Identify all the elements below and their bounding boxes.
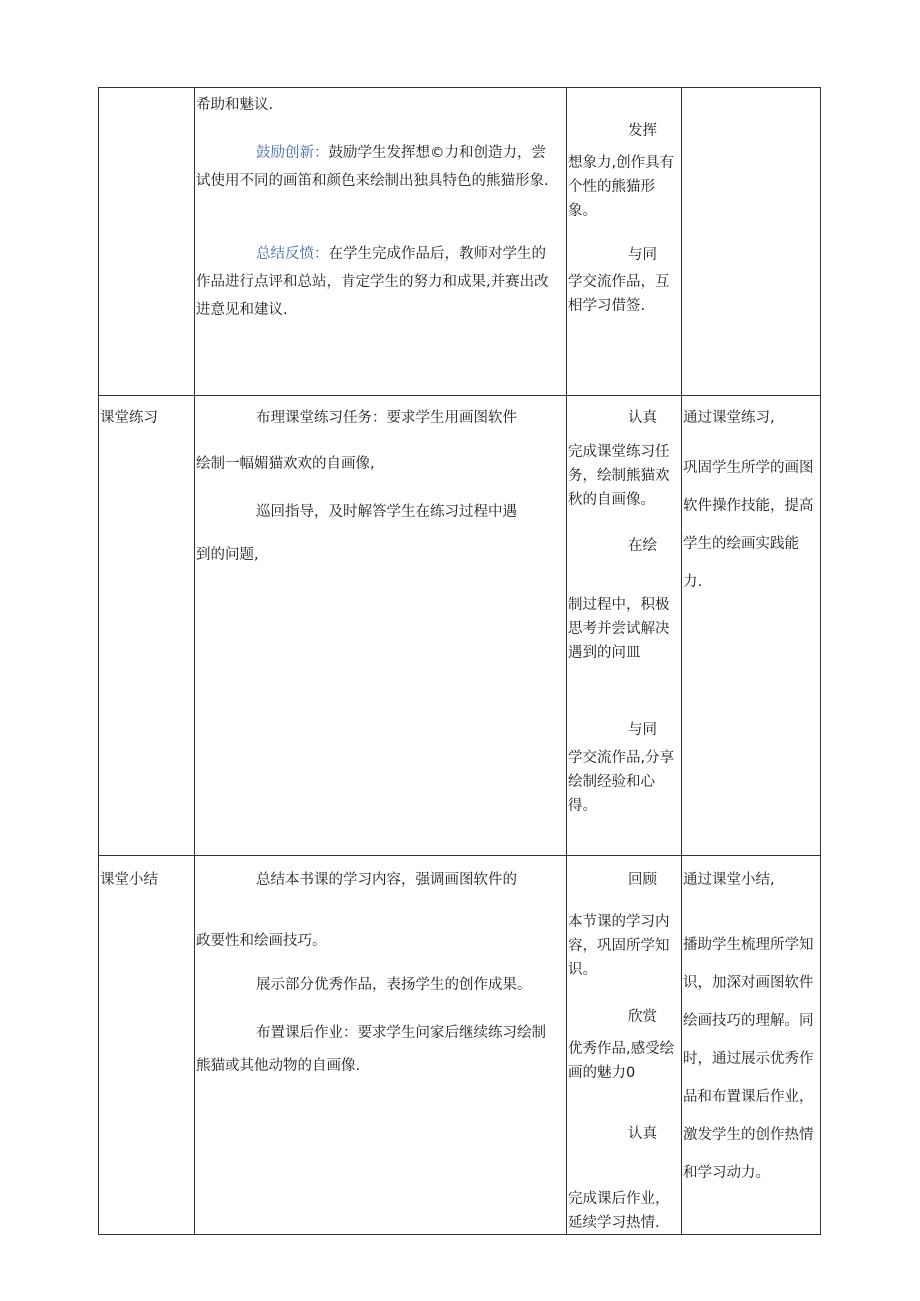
student-text-r3-2: 优秀作品,感受绘画的魅力0 <box>568 1041 675 1081</box>
teacher-text-r3-p1-line2: 政要性和绘画技巧。 <box>196 933 327 949</box>
teacher-text-r3-p1-line1: 总结本书课的学习内容，强调画图软件的 <box>256 872 517 888</box>
student-lead-r3-1: 回顾 <box>628 872 657 888</box>
intent-text-r3-line1: 通过课堂小结, <box>683 872 775 888</box>
column-divider-1 <box>194 87 195 1235</box>
student-lead-r3-3: 认真 <box>628 1126 657 1142</box>
student-lead-r2-3: 与同 <box>628 722 657 738</box>
teacher-text-r3-p2: 展示部分优秀作品，表扬学生的创作成果。 <box>256 977 532 993</box>
student-text-r1-1: 想象力,创作具有个性的熊猫形象。 <box>568 155 675 219</box>
teacher-text-r2-p1-line2: 绘制一幅媚猫欢欢的自画像, <box>196 456 375 472</box>
table-border-top <box>98 87 820 88</box>
intent-text-r2-rest: 巩固学生所学的画图软件操作技能，提高学生的绘画实践能力. <box>683 460 814 590</box>
table-border-bottom <box>98 1234 820 1235</box>
teacher-label-encourage: 鼓励创新 <box>256 145 314 161</box>
table-border-left <box>98 87 99 1235</box>
teacher-label-separator: ： <box>314 246 329 262</box>
teacher-paragraph-r1-p3 <box>196 240 560 324</box>
teacher-text-r3-p3-line2: 熊猫或其他动物的自画像. <box>196 1058 361 1074</box>
row-divider-1 <box>98 395 820 396</box>
teacher-text-encourage: 鼓励学生发挥想©力和创造力，尝试使用不同的画笛和颜色来绘制出独具特色的熊猫形象. <box>196 145 549 189</box>
teacher-text-r2-p2-line1: 巡回指导，及时解答学生在练习过程中遇 <box>256 504 517 520</box>
stage-label-practice: 课堂练习 <box>100 410 158 426</box>
student-text-r2-2: 制过程中，积极思考并尝试解决遇到的问皿 <box>568 597 670 661</box>
student-lead-r2-2: 在绘 <box>628 538 657 554</box>
teacher-text-r3-p3-line1: 布置课后作业：要求学生问家后继续练习绘制 <box>256 1025 546 1041</box>
teacher-text-summary: 在学生完成作品后，教师对学生的作品进行点评和总站，肯定学生的努力和成果,并赛出改进意见和建议. <box>196 246 549 318</box>
student-lead-r1-2: 与同 <box>628 247 657 263</box>
teacher-paragraph-r1-p2 <box>196 139 560 195</box>
teacher-text-r1-p1: 希助和魅议. <box>196 97 274 113</box>
row-divider-2 <box>98 855 820 856</box>
teacher-text-r2-p2-line2: 到的问题, <box>196 547 259 563</box>
table-border-right <box>820 87 821 1235</box>
student-lead-r3-2: 欣赏 <box>628 1009 657 1025</box>
student-text-r2-1: 完成课堂练习任务，绘制熊猫欢秋的自画像。 <box>568 444 670 508</box>
student-text-r2-3: 学交流作品,分享绘制经验和心得。 <box>568 750 675 814</box>
intent-text-r3-rest: 播助学生梳理所学知识，加深对画图软件绘画技巧的理解。同时，通过展示优秀作品和布置课后作业，激发学生的创作热情和学习动力。 <box>683 937 814 1181</box>
student-text-r1-2: 学交流作品，互相学习借签. <box>568 274 670 314</box>
column-divider-2 <box>566 87 567 1235</box>
teacher-text-r2-p1-line1: 布理课堂练习任务：要求学生用画图软件 <box>256 410 517 426</box>
intent-text-r2-line1: 通过课堂练习, <box>683 410 775 426</box>
student-lead-r2-1: 认真 <box>628 410 657 426</box>
student-text-r3-3: 完成课后作业，延续学习热情. <box>568 1191 670 1231</box>
column-divider-3 <box>681 87 682 1235</box>
student-text-r3-1: 本节课的学习内容，巩固所学知识。 <box>568 914 670 978</box>
stage-label-summary: 课堂小结 <box>100 872 158 888</box>
student-lead-r1-1: 发挥 <box>628 123 657 139</box>
teacher-label-separator: ： <box>314 145 329 161</box>
teacher-label-summary: 总结反愤 <box>256 246 314 262</box>
